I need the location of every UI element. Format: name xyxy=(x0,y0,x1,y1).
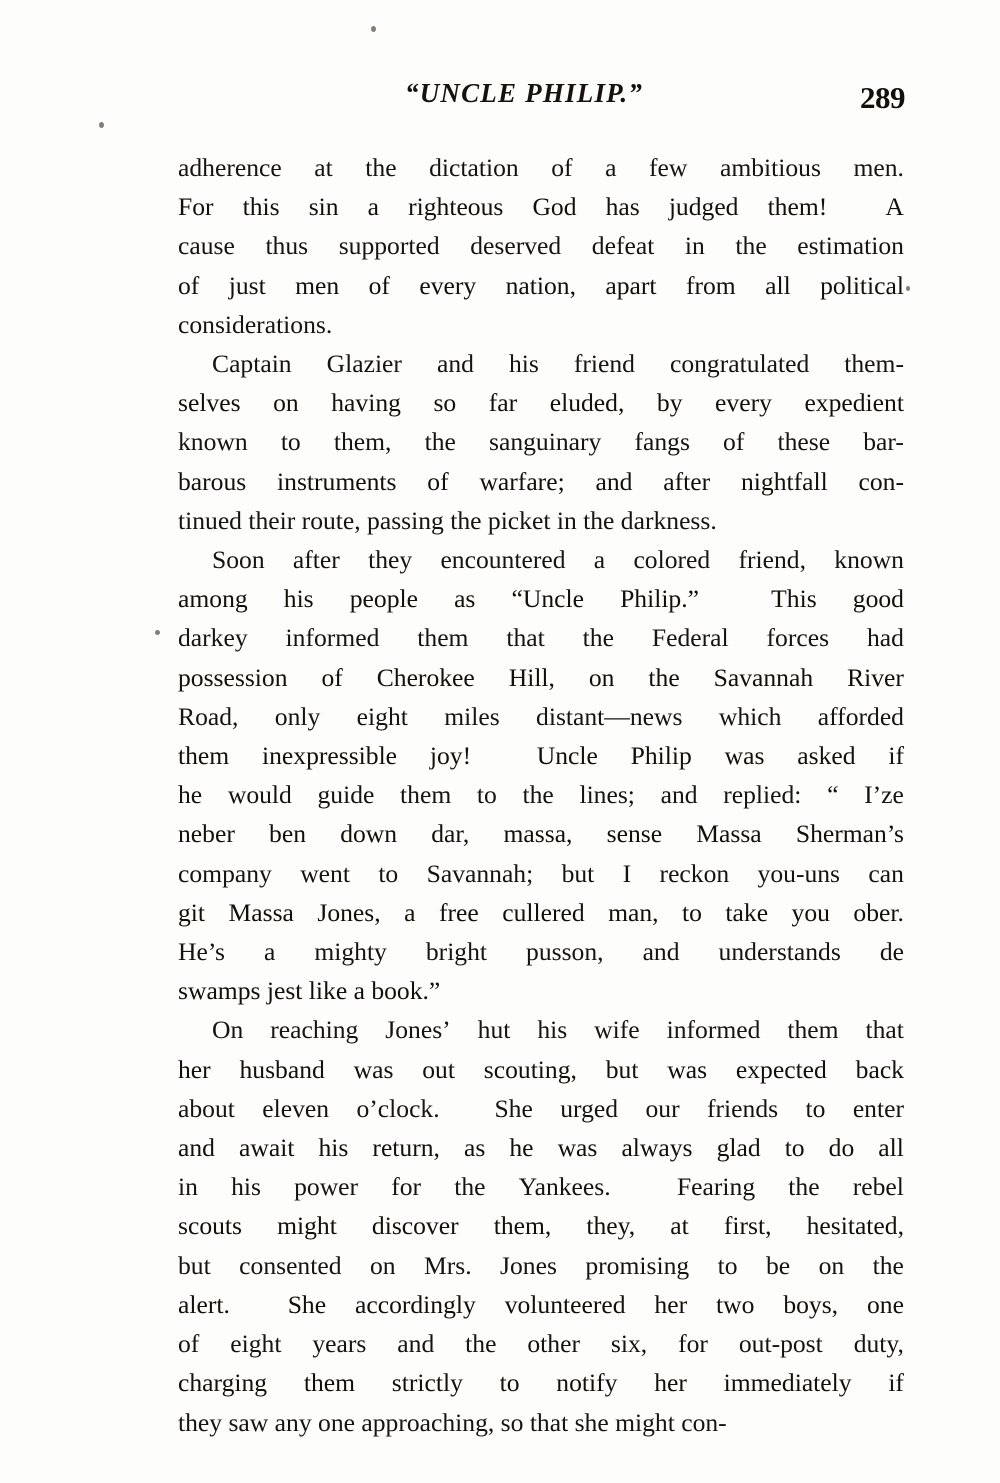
text-line: On reaching Jones’ hut his wife informed them that xyxy=(212,1015,904,1045)
body-text xyxy=(178,148,904,1442)
text-line: her husband was out scouting, but was expected back xyxy=(178,1054,904,1084)
text-line: alert. She accordingly volunteered her two boys, one xyxy=(178,1289,904,1319)
text-line: darkey informed them that the Federal forces had xyxy=(178,623,904,653)
page-number: 289 xyxy=(860,80,905,115)
text-line: but consented on Mrs. Jones promising to be on the xyxy=(178,1250,904,1280)
text-line: Soon after they encountered a colored friend, known xyxy=(212,545,904,575)
text-line: about eleven o’clock. She urged our friends to enter xyxy=(178,1093,904,1123)
scan-speck xyxy=(155,630,160,635)
paragraph xyxy=(178,148,904,344)
text-line: swamps jest like a book.” xyxy=(178,976,441,1006)
text-line: He’s a mighty bright pusson, and understands de xyxy=(178,937,904,967)
text-line: of just men of every nation, apart from all political xyxy=(178,270,904,300)
text-line: Road, only eight miles distant—news which afforded xyxy=(178,701,904,731)
text-line: tinued their route, passing the picket in the darkness. xyxy=(178,505,717,535)
text-line: considerations. xyxy=(178,309,333,339)
text-line: among his people as “Uncle Philip.” This good xyxy=(178,584,904,614)
text-line: of eight years and the other six, for out-post duty, xyxy=(178,1329,904,1359)
text-line: adherence at the dictation of a few ambitious men. xyxy=(178,153,904,182)
scan-speck xyxy=(906,286,910,291)
running-title: “UNCLE PHILIP.” xyxy=(405,78,644,108)
text-line: them inexpressible joy! Uncle Philip was asked if xyxy=(178,741,904,771)
text-line: scouts might discover them, they, at first, hesitated, xyxy=(178,1211,904,1241)
text-line: selves on having so far eluded, by every expedient xyxy=(178,388,904,418)
paragraph xyxy=(178,344,904,540)
text-line: git Massa Jones, a free cullered man, to take you ober. xyxy=(178,897,904,927)
text-line: and await his return, as he was always glad to do all xyxy=(178,1133,904,1163)
text-line: neber ben down dar, massa, sense Massa Sherman’s xyxy=(178,819,904,849)
text-line: they saw any one approaching, so that she might con- xyxy=(178,1407,727,1437)
text-line: For this sin a righteous God has judged them! A xyxy=(178,192,904,222)
page-header xyxy=(175,78,905,130)
text-line: cause thus supported deserved defeat in the estimation xyxy=(178,231,904,261)
text-line: he would guide them to the lines; and replied: “ I’ze xyxy=(178,780,904,810)
text-line: possession of Cherokee Hill, on the Savannah River xyxy=(178,662,904,692)
scan-speck xyxy=(371,26,376,32)
text-line: known to them, the sanguinary fangs of these bar- xyxy=(178,427,904,457)
paragraph xyxy=(178,540,904,1010)
text-line: charging them strictly to notify her immediately if xyxy=(178,1368,904,1398)
text-line: in his power for the Yankees. Fearing the rebel xyxy=(178,1172,904,1202)
text-line: Captain Glazier and his friend congratulated them- xyxy=(212,349,904,379)
text-line: barous instruments of warfare; and after nightfall con- xyxy=(178,466,904,496)
paragraph xyxy=(178,1010,904,1441)
scan-speck xyxy=(99,122,104,128)
text-line: company went to Savannah; but I reckon you-uns can xyxy=(178,858,904,888)
